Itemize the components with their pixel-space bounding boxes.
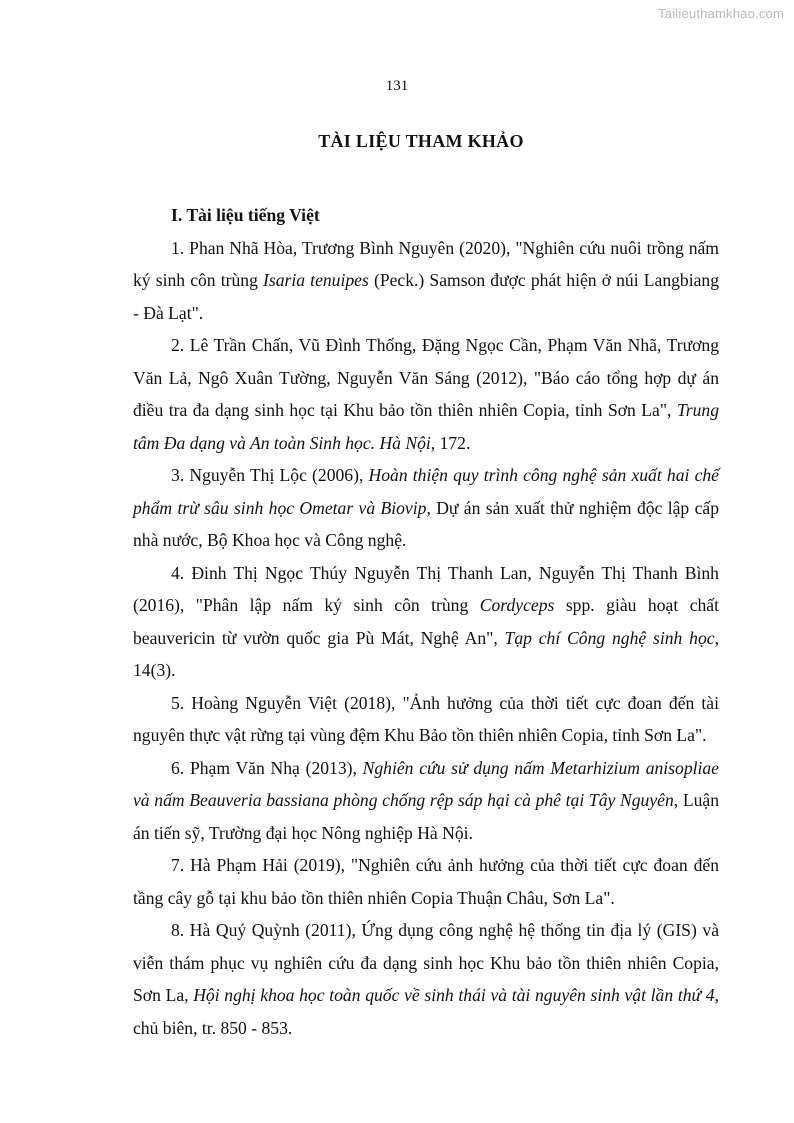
ref-number: 7. bbox=[171, 855, 185, 875]
reference-item-8 bbox=[133, 914, 719, 1044]
reference-item-2 bbox=[133, 329, 719, 459]
ref-number: 8. bbox=[171, 920, 185, 940]
ref-text: Đinh Thị Ngọc Thúy Nguyễn Thị Thanh Lan, Nguyễn Thị Thanh Bình (2016), "Phân lập nấm ký sinh côn trùng bbox=[133, 562, 719, 615]
ref-text: Phan Nhã Hòa, Trương Bình Nguyên (2020), "Nghiên cứu nuôi trồng nấm ký sinh côn trùng bbox=[133, 237, 719, 290]
page-number: 131 bbox=[385, 78, 409, 94]
reference-item-7 bbox=[133, 849, 719, 914]
watermark: Tailieuthamkhao.com bbox=[658, 6, 784, 21]
ref-number: 4. bbox=[171, 562, 185, 583]
ref-text: , 172. bbox=[430, 432, 471, 453]
ref-italic: Tạp chí Công nghệ sinh học bbox=[504, 627, 715, 648]
ref-text: Hà Quý Quỳnh (2011), Ứng dụng công nghệ hệ thống tin địa lý (GIS) và viễn thám phục vụ nghiên cứu đa dạng sinh học Khu bảo tồn thiên nhiên Copia, Sơn La, bbox=[133, 920, 720, 1005]
section-heading: I. Tài liệu tiếng Việt bbox=[171, 205, 320, 225]
ref-number: 3. bbox=[171, 465, 185, 485]
reference-item-3 bbox=[133, 459, 719, 557]
ref-number: 5. bbox=[171, 692, 185, 713]
reference-item-5 bbox=[133, 687, 719, 752]
ref-text: , Luận án tiến sỹ, Trường đại học Nông nghiệp Hà Nội. bbox=[133, 790, 719, 843]
ref-italic: Cordyceps bbox=[479, 595, 555, 615]
ref-text: spp. giàu hoạt chất beauvericin từ vườn quốc gia Pù Mát, Nghệ An", bbox=[133, 595, 719, 648]
ref-text: , Dự án sản xuất thử nghiệm độc lập cấp nhà nước, Bộ Khoa học và Công nghệ. bbox=[133, 497, 720, 550]
ref-number: 6. bbox=[171, 757, 185, 778]
reference-item-1 bbox=[133, 232, 719, 330]
reference-item-6 bbox=[133, 752, 719, 850]
ref-text: Nguyễn Thị Lộc (2006), bbox=[189, 465, 369, 485]
ref-number: 2. bbox=[171, 335, 185, 355]
ref-text: , chủ biên, tr. 850 - 853. bbox=[133, 985, 720, 1038]
ref-italic: Isaria tenuipes bbox=[263, 270, 369, 290]
ref-italic: Trung tâm Đa dạng và An toàn Sinh học. Hà Nội bbox=[133, 400, 719, 453]
ref-italic: Hoàn thiện quy trình công nghệ sản xuất hai chế phẩm trừ sâu sinh học Ometar và Biovip bbox=[133, 465, 719, 518]
ref-text: Lê Trần Chấn, Vũ Đình Thống, Đặng Ngọc Cần, Phạm Văn Nhã, Trương Văn Lả, Ngô Xuân Tường, Nguyễn Văn Sáng (2012), "Báo cáo tổng hợp dự án điều tra đa dạng sinh học tại Khu bảo tồn thiên nhiên Copia, tỉnh Sơn La", bbox=[133, 335, 719, 420]
ref-number: 1. bbox=[171, 237, 185, 258]
ref-text: Hà Phạm Hải (2019), "Nghiên cứu ảnh hưởng của thời tiết cực đoan đến tầng cây gỗ tại khu bảo tồn thiên nhiên Copia Thuận Châu, Sơn La". bbox=[133, 855, 719, 908]
page-title: TÀI LIỆU THAM KHẢO bbox=[318, 131, 524, 151]
ref-italic: Hội nghị khoa học toàn quốc về sinh thái và tài nguyên sinh vật lần thứ 4 bbox=[193, 985, 715, 1005]
ref-text: Hoàng Nguyễn Việt (2018), "Ảnh hưởng của thời tiết cực đoan đến tài nguyên thực vật rừng tại vùng đệm Khu Bảo tồn thiên nhiên Copia, tỉnh Sơn La". bbox=[133, 692, 719, 745]
references-section bbox=[133, 199, 719, 1044]
ref-text: Phạm Văn Nhạ (2013), bbox=[189, 757, 363, 778]
ref-italic: Nghiên cứu sử dụng nấm Metarhizium anisopliae và nấm Beauveria bassiana phòng chống rệp sáp hại cà phê tại Tây Nguyên bbox=[133, 757, 719, 810]
ref-text: (Peck.) Samson được phát hiện ở núi Langbiang - Đà Lạt". bbox=[133, 270, 719, 323]
ref-text: , 14(3). bbox=[133, 627, 719, 680]
reference-item-4 bbox=[133, 557, 719, 687]
